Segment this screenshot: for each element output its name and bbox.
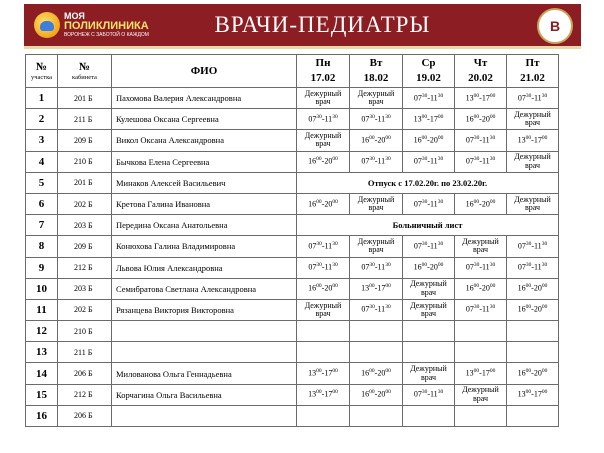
- shift-cell: [455, 405, 507, 426]
- cabinet-number: 203 Б: [58, 215, 112, 236]
- table-row: [26, 151, 559, 172]
- table-row: [26, 384, 559, 405]
- cabinet-number: 211 Б: [58, 109, 112, 130]
- shift-cell: $16^{00}-20^{00}$: [507, 299, 559, 320]
- district-number: 11: [26, 299, 58, 320]
- shift-cell: $16^{00}-20^{00}$: [507, 278, 559, 299]
- shift-cell: $16^{00}-20^{00}$: [350, 363, 403, 384]
- header-fio: ФИО: [112, 55, 297, 88]
- cabinet-number: 203 Б: [58, 278, 112, 299]
- doctor-name: Пахомова Валерия Александровна: [112, 88, 297, 109]
- day-name: Чт: [473, 57, 488, 70]
- district-number: 2: [26, 109, 58, 130]
- doctor-name: [112, 405, 297, 426]
- header-district-symbol: №: [35, 60, 48, 73]
- cabinet-number: 202 Б: [58, 299, 112, 320]
- district-number: 14: [26, 363, 58, 384]
- doctor-name: Семибратова Светлана Александровна: [112, 278, 297, 299]
- table-row: [26, 405, 559, 426]
- cabinet-number: 206 Б: [58, 363, 112, 384]
- cabinet-number: 201 Б: [58, 88, 112, 109]
- table-row: [26, 130, 559, 151]
- shift-cell: $13^{00}-17^{00}$: [455, 88, 507, 109]
- day-date: 21.02: [520, 72, 545, 84]
- shift-cell: [455, 342, 507, 363]
- day-date: 17.02: [310, 72, 336, 84]
- logo-line-3: ВОРОНЕЖ С ЗАБОТОЙ О КАЖДОМ: [64, 32, 149, 38]
- district-number: 7: [26, 215, 58, 236]
- day-date: 20.02: [468, 72, 493, 84]
- shift-cell: $13^{00}-17^{00}$: [350, 278, 403, 299]
- district-number: 8: [26, 236, 58, 257]
- shift-cell: Дежурный врач: [350, 193, 403, 214]
- shift-cell: $16^{00}-20^{00}$: [297, 278, 350, 299]
- shift-cell: $16^{00}-20^{00}$: [455, 278, 507, 299]
- shift-cell: Дежурный врач: [297, 299, 350, 320]
- shift-cell: $07^{30}-11^{30}$: [403, 151, 455, 172]
- table-row: [26, 172, 559, 193]
- shift-cell: Дежурный врач: [507, 109, 559, 130]
- shift-cell: $13^{00}-17^{00}$: [297, 384, 350, 405]
- doctor-name: Конюхова Галина Владимировна: [112, 236, 297, 257]
- shift-cell: [403, 405, 455, 426]
- shift-cell: [350, 321, 403, 342]
- district-number: 6: [26, 193, 58, 214]
- cabinet-number: 209 Б: [58, 236, 112, 257]
- shift-cell: $13^{00}-17^{00}$: [297, 363, 350, 384]
- cabinet-number: 210 Б: [58, 151, 112, 172]
- shift-cell: Дежурный врач: [507, 193, 559, 214]
- shift-cell: $07^{30}-11^{30}$: [350, 257, 403, 278]
- header-district-label: участка: [30, 73, 53, 81]
- table-row: [26, 257, 559, 278]
- doctor-name: Передина Оксана Анатольевна: [112, 215, 297, 236]
- table-row: [26, 278, 559, 299]
- shift-cell: $07^{30}-11^{30}$: [507, 236, 559, 257]
- table-header-row: [26, 55, 559, 88]
- table-row: [26, 193, 559, 214]
- table-row: [26, 109, 559, 130]
- doctor-name: Бычкова Елена Сергеевна: [112, 151, 297, 172]
- district-number: 10: [26, 278, 58, 299]
- day-name: Ср: [421, 57, 436, 70]
- shift-cell: Дежурный врач: [403, 278, 455, 299]
- shift-cell: $07^{30}-11^{30}$: [455, 130, 507, 151]
- shift-cell: Дежурный врач: [297, 130, 350, 151]
- district-number: 12: [26, 321, 58, 342]
- table-row: [26, 299, 559, 320]
- table-row: [26, 342, 559, 363]
- shift-cell: $16^{00}-20^{00}$: [403, 257, 455, 278]
- cabinet-number: 206 Б: [58, 405, 112, 426]
- shift-cell: Дежурный врач: [455, 384, 507, 405]
- cabinet-number: 212 Б: [58, 384, 112, 405]
- shift-cell: $07^{30}-11^{30}$: [507, 88, 559, 109]
- day-name: Пт: [525, 57, 540, 70]
- doctor-name: Кретова Галина Ивановна: [112, 193, 297, 214]
- shift-cell: Дежурный врач: [297, 88, 350, 109]
- shift-cell: $13^{00}-17^{00}$: [455, 363, 507, 384]
- logo-line-2: ПОЛИКЛИНИКА: [64, 20, 149, 32]
- page-header: [24, 4, 581, 49]
- district-number: 4: [26, 151, 58, 172]
- shift-cell: [507, 321, 559, 342]
- shift-cell: [297, 342, 350, 363]
- shift-cell: $16^{00}-20^{00}$: [455, 193, 507, 214]
- header-day-mon: [297, 55, 350, 88]
- shift-cell: [403, 342, 455, 363]
- shift-cell: $16^{00}-20^{00}$: [507, 363, 559, 384]
- doctor-name: Минаков Алексей Васильевич: [112, 172, 297, 193]
- district-number: 1: [26, 88, 58, 109]
- header-cabinet-symbol: №: [78, 60, 91, 73]
- district-number: 13: [26, 342, 58, 363]
- shift-cell: $07^{30}-11^{30}$: [297, 109, 350, 130]
- cabinet-number: 209 Б: [58, 130, 112, 151]
- shift-cell: $07^{30}-11^{30}$: [455, 257, 507, 278]
- table-row: [26, 236, 559, 257]
- table-row: [26, 321, 559, 342]
- shift-cell: Дежурный врач: [455, 236, 507, 257]
- shift-cell: $07^{30}-11^{30}$: [350, 299, 403, 320]
- shift-cell: $07^{30}-11^{30}$: [403, 236, 455, 257]
- shift-cell: $07^{30}-11^{30}$: [350, 151, 403, 172]
- shift-cell: Дежурный врач: [403, 299, 455, 320]
- header-day-tue: [350, 55, 403, 88]
- district-number: 3: [26, 130, 58, 151]
- doctor-name: Львова Юлия Александровна: [112, 257, 297, 278]
- day-date: 19.02: [416, 72, 441, 84]
- emblem-letter: В: [549, 18, 561, 34]
- district-number: 5: [26, 172, 58, 193]
- shift-cell: [507, 405, 559, 426]
- emblem-icon: [537, 8, 573, 44]
- shift-cell: [297, 321, 350, 342]
- doctor-name: Кулешова Оксана Сергеевна: [112, 109, 297, 130]
- shift-cell: $07^{30}-11^{30}$: [297, 257, 350, 278]
- cabinet-number: 202 Б: [58, 193, 112, 214]
- shift-cell: $16^{00}-20^{00}$: [350, 130, 403, 151]
- cabinet-number: 212 Б: [58, 257, 112, 278]
- shift-cell: [403, 321, 455, 342]
- shift-cell: $07^{30}-11^{30}$: [455, 299, 507, 320]
- header-cabinet-label: кабинета: [72, 73, 97, 81]
- shift-cell: $13^{00}-17^{00}$: [507, 130, 559, 151]
- doctor-name: Милованова Ольга Геннадьевна: [112, 363, 297, 384]
- doctor-name: [112, 321, 297, 342]
- shift-cell: $07^{30}-11^{30}$: [507, 257, 559, 278]
- district-number: 16: [26, 405, 58, 426]
- shift-cell: $07^{30}-11^{30}$: [403, 193, 455, 214]
- shift-cell: [350, 342, 403, 363]
- day-name: Пн: [315, 57, 331, 70]
- shift-cell: Дежурный врач: [350, 236, 403, 257]
- doctor-name: Викол Оксана Александровна: [112, 130, 297, 151]
- shift-cell: $07^{30}-11^{30}$: [297, 236, 350, 257]
- table-row: [26, 88, 559, 109]
- schedule-body: [26, 88, 559, 427]
- shift-cell: $16^{00}-20^{00}$: [350, 384, 403, 405]
- shift-cell: $13^{00}-17^{00}$: [403, 109, 455, 130]
- shift-cell: $16^{00}-20^{00}$: [403, 130, 455, 151]
- header-cabinet: [58, 55, 112, 88]
- shift-cell: Дежурный врач: [350, 88, 403, 109]
- table-row: [26, 215, 559, 236]
- shift-cell: [297, 405, 350, 426]
- shift-cell: $07^{30}-11^{30}$: [455, 151, 507, 172]
- status-note: Больничный лист: [297, 215, 559, 236]
- status-note: Отпуск с 17.02.20г. по 23.02.20г.: [297, 172, 559, 193]
- day-date: 18.02: [363, 72, 389, 84]
- logo-line-1: МОЯ: [64, 11, 85, 21]
- shift-cell: $07^{30}-11^{30}$: [403, 384, 455, 405]
- doctor-name: Корчагина Ольга Васильевна: [112, 384, 297, 405]
- day-name: Вт: [369, 57, 383, 70]
- header-day-thu: [455, 55, 507, 88]
- shift-cell: $07^{30}-11^{30}$: [403, 88, 455, 109]
- shift-cell: $16^{00}-20^{00}$: [455, 109, 507, 130]
- page-title: ВРАЧИ-ПЕДИАТРЫ: [214, 12, 431, 37]
- schedule-table: [25, 54, 559, 427]
- shift-cell: $16^{00}-20^{00}$: [297, 151, 350, 172]
- shift-cell: [350, 405, 403, 426]
- doctor-name: Рязанцева Виктория Викторовна: [112, 299, 297, 320]
- doctor-name: [112, 342, 297, 363]
- district-number: 15: [26, 384, 58, 405]
- shift-cell: [507, 342, 559, 363]
- district-number: 9: [26, 257, 58, 278]
- table-row: [26, 363, 559, 384]
- shift-cell: Дежурный врач: [507, 151, 559, 172]
- cabinet-number: 210 Б: [58, 321, 112, 342]
- shift-cell: [455, 321, 507, 342]
- shift-cell: Дежурный врач: [403, 363, 455, 384]
- header-day-wed: [403, 55, 455, 88]
- cabinet-number: 211 Б: [58, 342, 112, 363]
- cabinet-number: 201 Б: [58, 172, 112, 193]
- shift-cell: $16^{00}-20^{00}$: [297, 193, 350, 214]
- shift-cell: $13^{00}-17^{00}$: [507, 384, 559, 405]
- header-day-fri: [507, 55, 559, 88]
- shift-cell: $07^{30}-11^{30}$: [350, 109, 403, 130]
- header-district: [26, 55, 58, 88]
